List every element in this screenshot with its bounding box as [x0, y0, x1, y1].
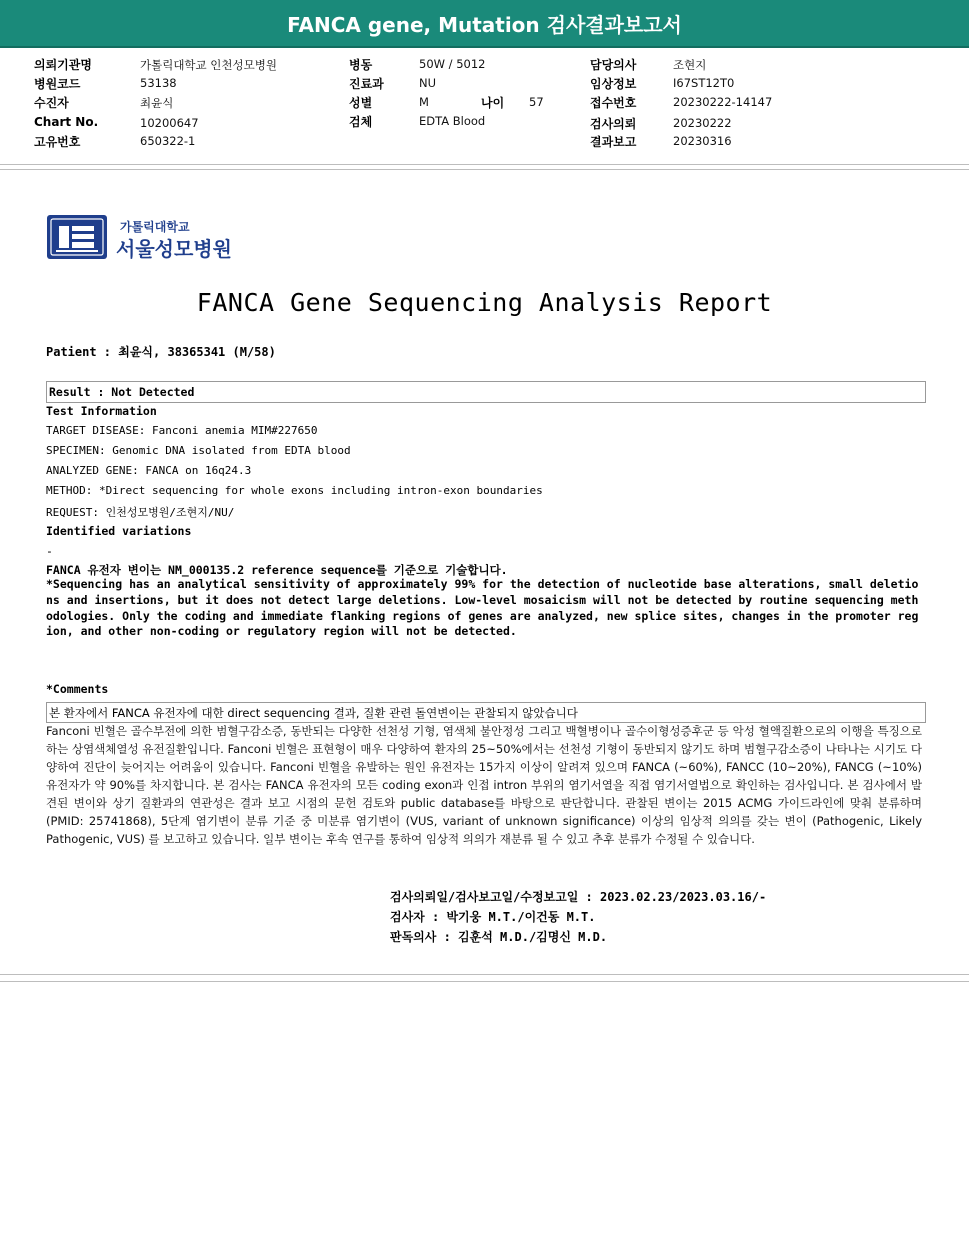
value-receipt-no: 20230222-14147 [673, 95, 773, 109]
value-sex: M [419, 95, 429, 109]
value-doctor: 조현지 [673, 58, 707, 72]
identified-variations-heading: Identified variations [46, 524, 192, 538]
label-clinical-info: 임상정보 [590, 77, 637, 91]
report-header-title: FANCA gene, Mutation 검사결과보고서 [287, 12, 682, 37]
value-request-date: 20230222 [673, 116, 732, 130]
reference-note: FANCA 유전자 변이는 NM_000135.2 reference sequence를 기준으로 기술합니다. [46, 563, 508, 577]
divider-bottom-2 [0, 981, 969, 982]
divider-top [0, 164, 969, 165]
divider-bottom [0, 974, 969, 975]
value-specimen: EDTA Blood [419, 114, 486, 128]
identified-variations-value: - [46, 544, 53, 558]
label-doctor: 담당의사 [590, 58, 637, 72]
comments-summary-box [46, 702, 926, 723]
specimen: SPECIMEN: Genomic DNA isolated from EDTA blood [46, 444, 351, 457]
value-department: NU [419, 76, 437, 90]
label-hospital-code: 병원코드 [34, 77, 81, 91]
comments-body: Fanconi 빈혈은 골수부전에 의한 범혈구감소증, 동반되는 다양한 선천성 기형, 염색체 불안정성 그리고 백혈병이나 골수이형성증후군 등 악성 혈액질환으로의 이행을 특징으로 하는 상염색체열성 유전질환입니다. Fanconi 빈혈은 표현형이 매우 다양하여 환자의 25~50%에서는 선천성 기형이 동반되지 않기도 하며 범혈구감소증이 나타나는 시기도 다양하여 진단이 늦어지는 어려움이 있습니다. Fanconi 빈혈을 유발하는 원인 유전자는 15가지 이상이 알려져 있으며 FANCA (~60%), FANCC (10~20%), FANCG (~10%) 유전자가 약 90%를 차지합니다. 본 검사는 FANCA 유전자의 모든 coding exon과 인접 intron 부위의 염기서열을 직접 염기서열법으로 확인하는 검사입니다. 본 검사에서 발견된 변이와 상기 질환과의 연관성은 결과 보고 시점의 문헌 검토와 public database를 바탕으로 판단합니다. 관찰된 변이는 2015 ACMG 가이드라인에 맞춰 분류하며 (PMID: 25741868), 5단계 염기변이 분류 기준 중 미분류 염기변이 (VUS, variant of unknown significance) 이상의 임상적 의의를 갖는 변이 (Pathogenic, Likely Pathogenic, VUS) 를 보고하고 있습니다. 일부 변이는 후속 연구를 통하여 임상적 의의가 재분류 될 수 있고 추후 분류가 수정될 수 있습니다. [46, 724, 922, 846]
value-unique-no: 650322-1 [140, 134, 196, 148]
hospital-logo [46, 214, 246, 264]
value-clinical-info: I67ST12T0 [673, 76, 735, 90]
label-unique-no: 고유번호 [34, 135, 81, 149]
sensitivity-note: *Sequencing has an analytical sensitivity of approximately 99% for the detection of nucleotide base alterations, small deletions and insertions, but it does not detect large deletions. Low-level mosaicism will not be detected by routine sequencing methodologies. Only the coding and immediate flanking regions of genes are analyzed, new splice sites, changes in the promoter region, and other non-coding or regulatory region will not be detected. [46, 577, 919, 639]
patient-line: Patient : 최윤식, 38365341 (M/58) [46, 345, 276, 359]
report-title: FANCA Gene Sequencing Analysis Report [196, 288, 773, 317]
label-age: 나이 [481, 96, 505, 110]
label-request-date: 검사의뢰 [590, 117, 637, 131]
label-ward: 병동 [349, 58, 373, 72]
comments-heading: *Comments [46, 682, 109, 696]
request: REQUEST: 인천성모병원/조현지/NU/ [46, 506, 235, 519]
value-hospital-code: 53138 [140, 76, 177, 90]
report-header-bar [0, 0, 969, 48]
label-report-date: 결과보고 [590, 135, 637, 149]
label-specimen: 검체 [349, 115, 373, 129]
value-institution: 가톨릭대학교 인천성모병원 [140, 58, 277, 72]
label-institution: 의뢰기관명 [34, 58, 92, 72]
hospital-seal-icon [46, 214, 108, 260]
label-department: 진료과 [349, 77, 384, 91]
signature-dates: 검사의뢰일/검사보고일/수정보고일 : 2023.02.23/2023.03.16/- [390, 890, 767, 904]
value-patient-name: 최윤식 [140, 96, 174, 110]
signature-tester: 검사자 : 박기웅 M.T./이건동 M.T. [390, 910, 596, 924]
value-report-date: 20230316 [673, 134, 732, 148]
label-receipt-no: 접수번호 [590, 96, 637, 110]
analyzed-gene: ANALYZED GENE: FANCA on 16q24.3 [46, 464, 252, 477]
comments-summary: 본 환자에서 FANCA 유전자에 대한 direct sequencing 결과, 질환 관련 돌연변이는 관찰되지 않았습니다 [49, 706, 578, 720]
patient-info-panel [0, 54, 969, 164]
value-ward: 50W / 5012 [419, 57, 486, 71]
signature-physician: 판독의사 : 김훈석 M.D./김명신 M.D. [390, 930, 608, 944]
logo-text-university: 가톨릭대학교 [120, 220, 190, 234]
target-disease: TARGET DISEASE: Fanconi anemia MIM#227650 [46, 424, 318, 437]
value-chart-no: 10200647 [140, 116, 199, 130]
label-sex: 성별 [349, 96, 373, 110]
method: METHOD: *Direct sequencing for whole exons including intron-exon boundaries [46, 484, 543, 497]
test-info-heading: Test Information [46, 404, 157, 418]
divider-top-2 [0, 169, 969, 170]
label-chart-no: Chart No. [34, 115, 99, 129]
result-box [46, 381, 926, 403]
label-patient-name: 수진자 [34, 96, 69, 110]
logo-text-hospital: 서울성모병원 [116, 237, 232, 261]
result-text: Result : Not Detected [49, 385, 195, 399]
value-age: 57 [529, 95, 544, 109]
